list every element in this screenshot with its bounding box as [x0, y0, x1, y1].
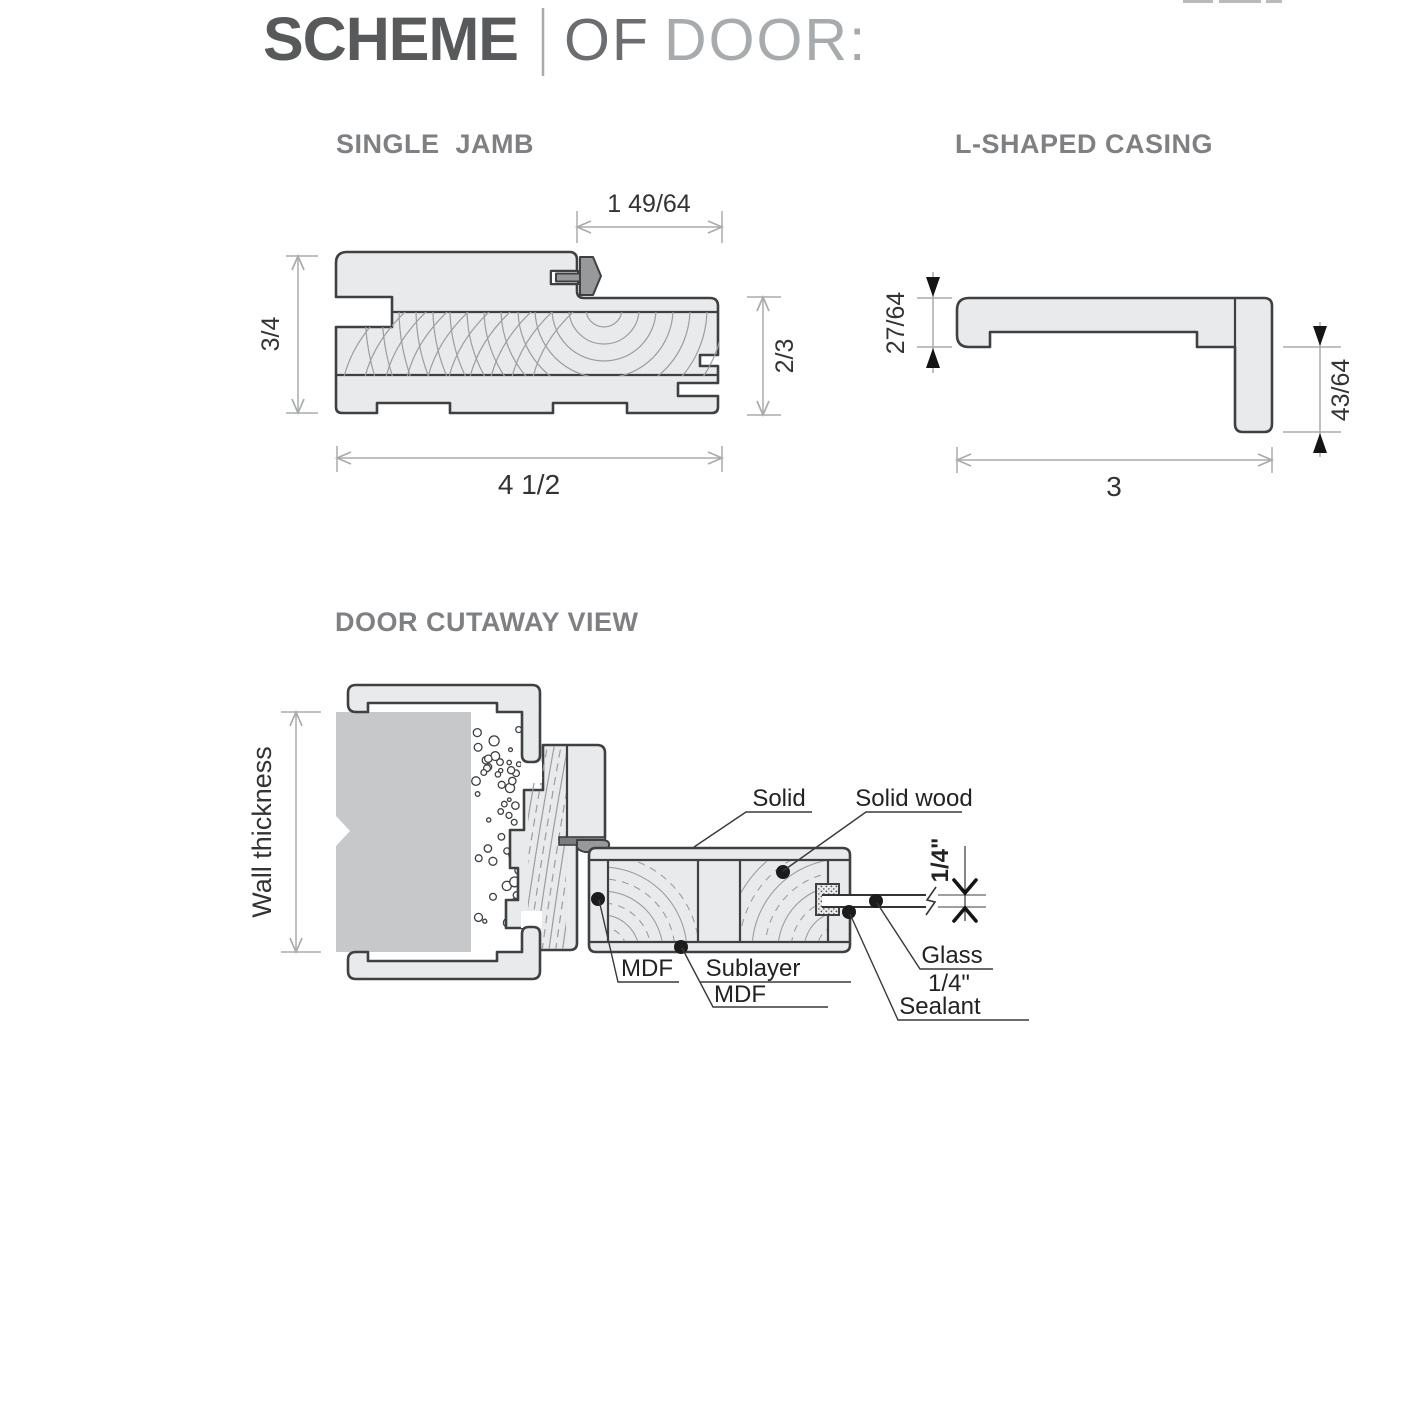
leader-dot-sealant — [842, 905, 856, 919]
l-casing-heading: L-SHAPED CASING — [955, 129, 1214, 159]
leader-dot-sublayer — [674, 940, 688, 954]
dim-jamb-width — [337, 446, 722, 500]
dim-casing-leg — [1283, 322, 1355, 457]
reveal-gap-bottom — [521, 911, 542, 928]
wall-block — [336, 712, 471, 952]
cropped-artifact — [1183, 0, 1282, 3]
single-jamb-section — [257, 70, 843, 548]
label-mdf: MDF — [621, 955, 673, 982]
foam-bubbles — [472, 727, 522, 929]
label-solid-wood: Solid wood — [855, 785, 973, 812]
leader-dot-glass — [869, 894, 883, 908]
dim-jamb-height-left — [257, 256, 318, 413]
cutaway-section — [247, 607, 1029, 1067]
label-sublayer-1: Sublayer — [705, 955, 801, 982]
single-jamb-cross-section — [336, 252, 718, 413]
page-title — [263, 5, 867, 76]
dim-casing-width — [957, 447, 1272, 502]
label-solid: Solid — [752, 785, 806, 812]
dim-jamb-height-right — [747, 297, 799, 415]
title-primary: SCHEME — [263, 5, 518, 73]
dim-label: 43/64 — [1327, 358, 1355, 422]
leader-dot-mdf — [591, 892, 605, 906]
dim-label: 3 — [1106, 471, 1122, 502]
weatherstrip-stem — [556, 274, 582, 282]
l-casing-section — [882, 129, 1355, 502]
l-casing-cross-section — [957, 298, 1272, 432]
dim-jamb-rabbet-width — [577, 190, 722, 243]
weatherstrip-arrow-icon — [580, 257, 601, 295]
single-jamb-heading: SINGLE JAMB — [336, 129, 535, 159]
cutaway-heading: DOOR CUTAWAY VIEW — [335, 607, 639, 637]
dim-label: 2/3 — [771, 338, 799, 374]
reveal-gap-top — [521, 762, 542, 783]
title-tertiary: DOOR: — [664, 7, 868, 73]
label-sealant: Sealant — [899, 993, 981, 1020]
dim-label: 1/4" — [927, 837, 954, 883]
label-sublayer-2: MDF — [714, 981, 766, 1008]
dim-casing-thickness — [882, 272, 952, 373]
leader-solid — [694, 812, 812, 847]
dim-label: 27/64 — [882, 291, 910, 355]
dim-label: 3/4 — [257, 316, 285, 352]
dim-label: 4 1/2 — [497, 469, 561, 500]
title-secondary: OF — [564, 7, 650, 73]
dim-wall-thickness — [247, 712, 321, 952]
dim-label: 1 49/64 — [607, 190, 691, 218]
door-panel — [589, 848, 850, 952]
wall-thickness-label: Wall thickness — [247, 746, 277, 918]
label-glass-1: Glass — [921, 942, 983, 969]
label-glass-2: 1/4" — [928, 970, 970, 997]
